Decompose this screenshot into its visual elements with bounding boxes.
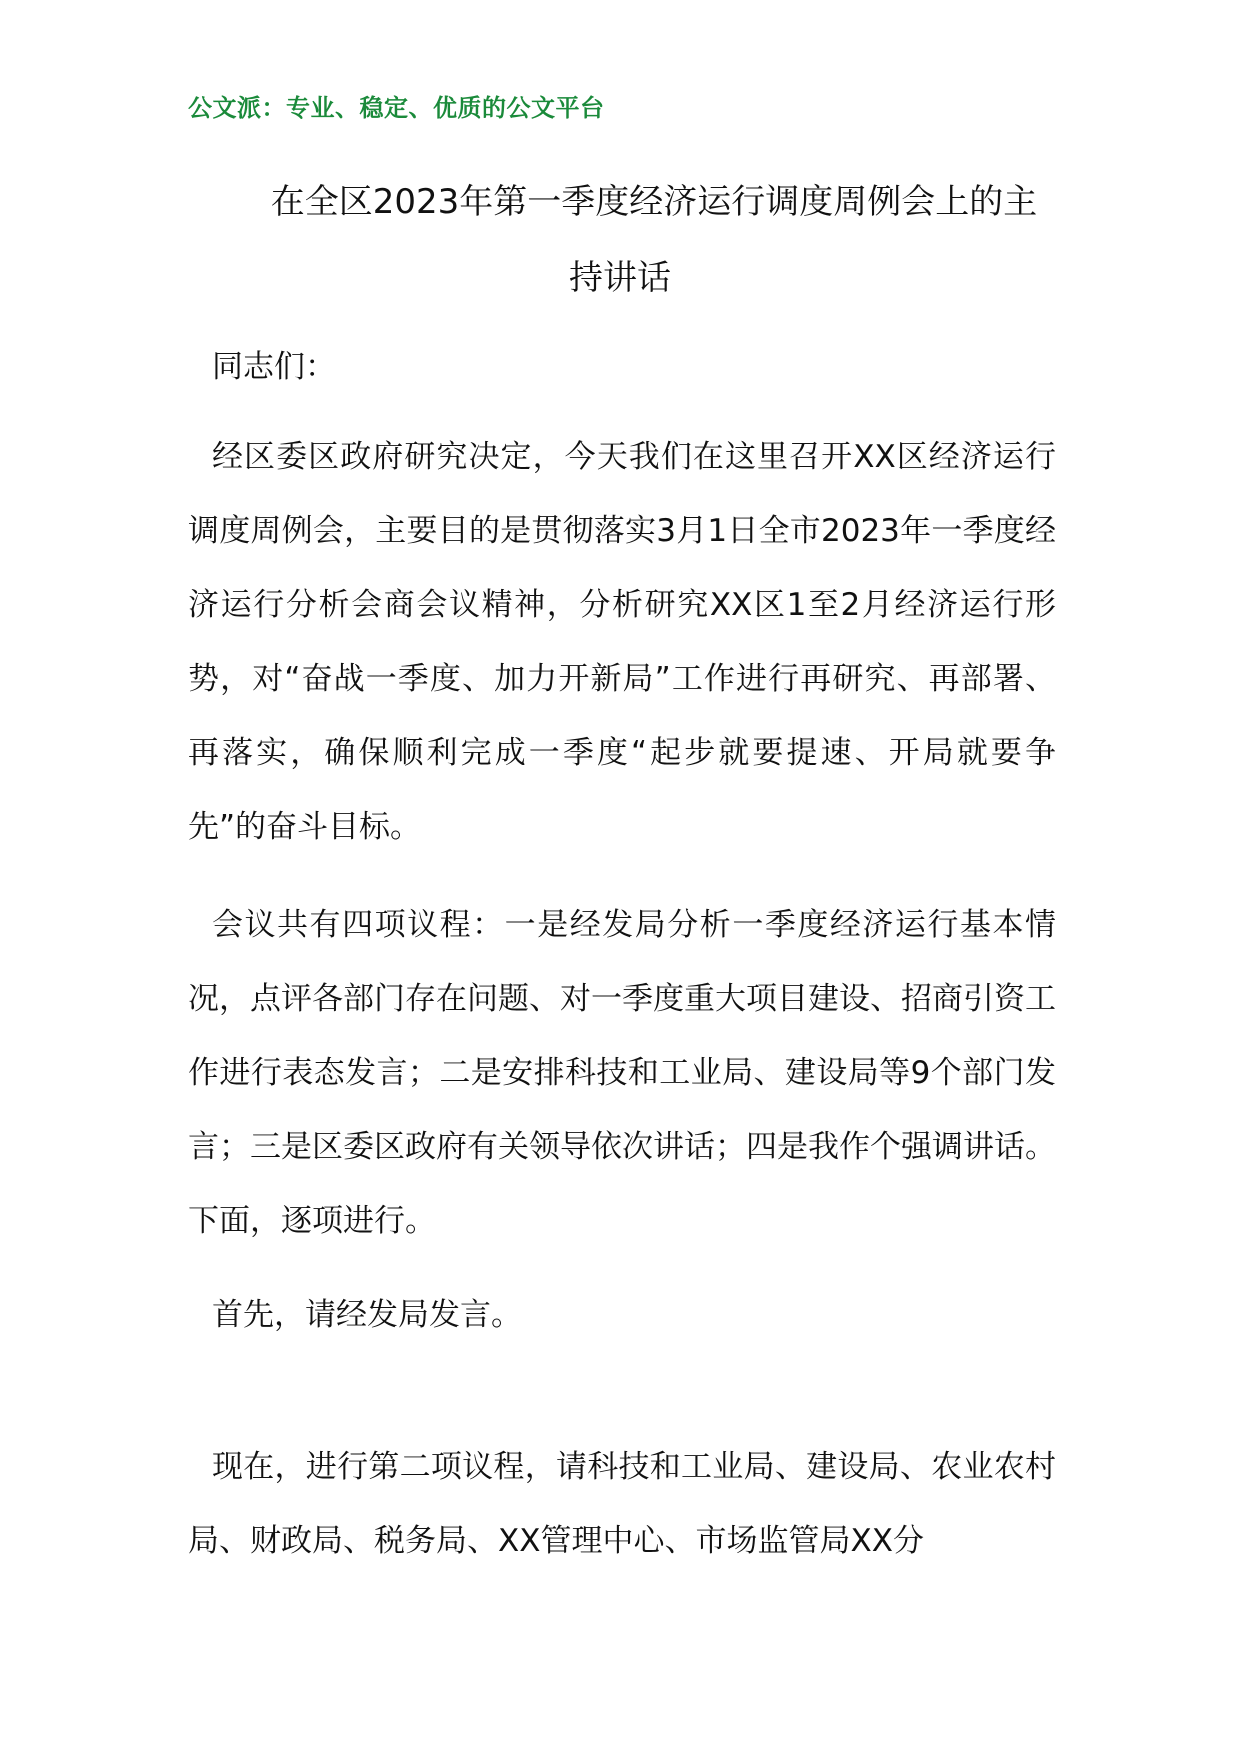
document-title: 在全区2023年第一季度经济运行调度周例会上的主持讲话 [270, 182, 1038, 298]
paragraph-4: 现在，进行第二项议程，请科技和工业局、建设局、农业农村局、财政局、税务局、XX管理中心、市场监管局XX分 [188, 1449, 1056, 1559]
paragraph-3: 首先，请经发局发言。 [212, 1297, 522, 1333]
greeting: 同志们： [212, 349, 336, 385]
brand-header: 公文派：专业、稳定、优质的公文平台 [188, 93, 605, 122]
paragraph-1: 经区委区政府研究决定，今天我们在这里召开XX区经济运行调度周例会，主要目的是贯彻落实3月1日全市2023年一季度经济运行分析会商会议精神，分析研究XX区1至2月经济运行形势，对“奋战一季度、加力开新局”工作进行再研究、再部署、再落实，确保顺利完成一季度“起步就要提速、开局就要争先”的奋斗目标。 [188, 439, 1056, 845]
paragraph-2: 会议共有四项议程：一是经发局分析一季度经济运行基本情况，点评各部门存在问题、对一季度重大项目建设、招商引资工作进行表态发言；二是安排科技和工业局、建设局等9个部门发言；三是区委区政府有关领导依次讲话；四是我作个强调讲话。下面，逐项进行。 [188, 907, 1056, 1239]
